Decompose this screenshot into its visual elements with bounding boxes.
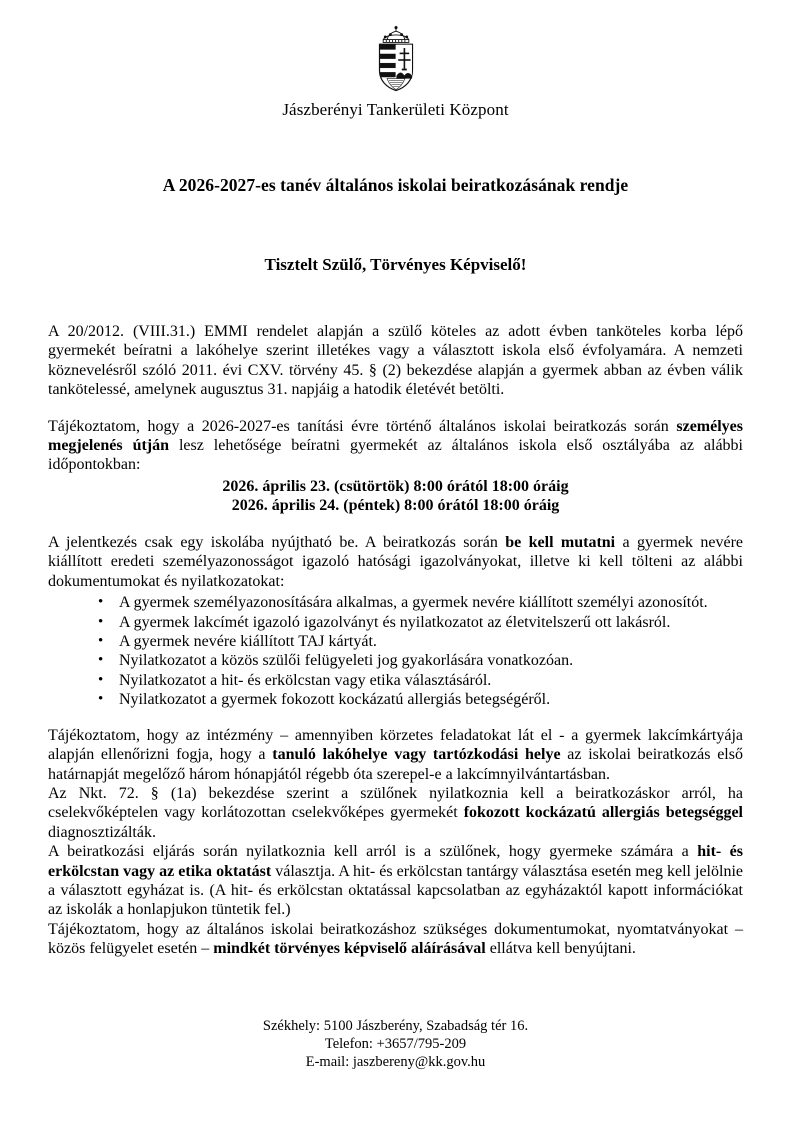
bullet-icon: •	[98, 671, 104, 688]
bullet-icon: •	[98, 652, 104, 669]
list-item-label: Nyilatkozatot a gyermek fokozott kockázatú allergiás betegségéről.	[119, 691, 551, 709]
paragraph-allergy	[48, 784, 743, 842]
registration-date-2: 2026. április 24. (péntek) 8:00 órától 18:00 óráig	[231, 497, 560, 515]
list-item-label: Nyilatkozatot a közös szülői felügyeleti jog gyakorlására vonatkozóan.	[119, 652, 574, 670]
allergy-text-a: Az Nkt. 72. § (1a) bekezdése szerint a szülőnek nyilatkoznia kell a beiratkozáskor arról, ha cselekvőképtelen vagy korlátozottan cselekvőképes gyermekét	[48, 784, 743, 822]
registration-date-1: 2026. április 23. (csütörtök) 8:00 órától 18:00 óráig	[222, 477, 569, 495]
organization-name: Jászberényi Tankerületi Központ	[282, 100, 509, 119]
residence-emphasis: tanuló lakóhelye vagy tartózkodási helye	[272, 746, 561, 764]
ethics-text-a: A beiratkozási eljárás során nyilatkoznia kell arról is a szülőnek, hogy gyermeke számára a	[48, 843, 698, 861]
paragraph-ethics	[48, 842, 743, 920]
footer-address: Székhely: 5100 Jászberény, Szabadság tér 16.	[262, 1018, 529, 1034]
bullet-icon: •	[98, 691, 104, 708]
documents-text-a: A jelentkezés csak egy iskolába nyújtható be. A beiratkozás során	[48, 534, 506, 552]
ethics-emphasis: hit- és erkölcstan vagy az etika oktatást	[48, 843, 744, 880]
registration-dates	[48, 477, 743, 516]
paragraph-intro: A 20/2012. (VIII.31.) EMMI rendelet alapján a szülő köteles az adott évben tanköteles korba lépő gyermekét beíratni a lakóhelye szerint illetékes vagy a választott iskola első évfolyamára. A nemzeti köznevelésről szóló 2011. évi CXV. törvény 45. § (2) bekezdése alapján a gyermek abban az évben válik tankötelessé, amelynek augusztus 31. napjáig a hatodik életévét betölti.	[48, 323, 743, 399]
documents-emphasis: be kell mutatni	[505, 534, 616, 552]
bullet-icon: •	[98, 594, 104, 611]
list-item	[48, 671, 743, 690]
list-item	[48, 613, 743, 632]
registration-emphasis: személyes megjelenés útján	[48, 417, 743, 455]
footer-email: E-mail: jaszbereny@kk.gov.hu	[305, 1054, 486, 1070]
allergy-emphasis: fokozott kockázatú allergiás betegséggel	[463, 804, 744, 822]
list-item-label: A gyermek nevére kiállított TAJ kártyát.	[119, 633, 377, 651]
paragraph-registration	[48, 417, 743, 475]
documents-text-b: a gyermek nevére kiállított eredeti személyazonosságot igazoló hatósági igazolványokat, illetve ki kell tölteni az alábbi dokumentumokat és nyilatkozatokat:	[48, 534, 743, 590]
bullet-icon: •	[98, 613, 104, 630]
footer-contact	[0, 1017, 791, 1071]
required-documents-list	[48, 593, 743, 709]
salutation: Tisztelt Szülő, Törvényes Képviselő!	[264, 255, 527, 274]
registration-text-a: Tájékoztatom, hogy a 2026-2027-es tanítási évre történő általános iskolai beiratkozás során	[48, 417, 677, 435]
page-title: A 2026-2027-es tanév általános iskolai beiratkozásának rendje	[162, 175, 629, 195]
crest-container	[48, 0, 743, 92]
list-item-label: Nyilatkozatot a hit- és erkölcstan vagy etika választásáról.	[119, 671, 492, 689]
list-item-label: A gyermek lakcímét igazoló igazolványt és nyilatkozatot az életvitelszerű ott lakásról.	[119, 613, 671, 631]
ethics-text-b: választja. A hit- és erkölcstan tantárgy választása esetén meg kell jelölnie a választott egyházat is. (A hit- és erkölcstan oktatással kapcsolatban az egyházaktól kapott információkat az iskolák a honlapjukon tüntetik fel.)	[48, 862, 743, 919]
signature-emphasis: mindkét törvényes képviselő aláírásával	[213, 940, 486, 958]
list-item	[48, 593, 743, 612]
allergy-text-b: diagnosztizálták.	[48, 823, 156, 841]
paragraph-signature	[48, 920, 743, 959]
residence-text-b: az iskolai beiratkozás első határnapját megelőző három hónapjától régebb óta szerepel-e a lakcímnyilvántartásban.	[48, 746, 743, 783]
signature-text-a: Tájékoztatom, hogy az általános iskolai beiratkozáshoz szükséges dokumentumokat, nyomtatványokat – közös felügyelet esetén –	[48, 920, 743, 958]
list-item	[48, 632, 743, 651]
signature-text-b: ellátva kell benyújtani.	[485, 940, 636, 958]
residence-text-a: Tájékoztatom, hogy az intézmény – amennyiben körzetes feladatokat lát el - a gyermek lakcímkártyája alapján ellenőrizni fogja, hogy a	[48, 726, 743, 764]
list-item	[48, 651, 743, 670]
hungarian-coat-of-arms-icon	[369, 26, 423, 92]
paragraph-documents	[48, 533, 743, 591]
double-cross-emblem	[396, 45, 411, 79]
bullet-icon: •	[98, 633, 104, 650]
registration-text-b: lesz lehetősége beíratni gyermekét az általános iskola első osztályába az alábbi időpontokban:	[48, 437, 744, 474]
footer-phone: Telefon: +3657/795-209	[324, 1036, 467, 1052]
paragraph-residence	[48, 726, 743, 784]
list-item-label: A gyermek személyazonosítására alkalmas, a gyermek nevére kiállított személyi azonosítót.	[119, 594, 708, 612]
list-item	[48, 690, 743, 709]
document-body	[48, 322, 743, 959]
